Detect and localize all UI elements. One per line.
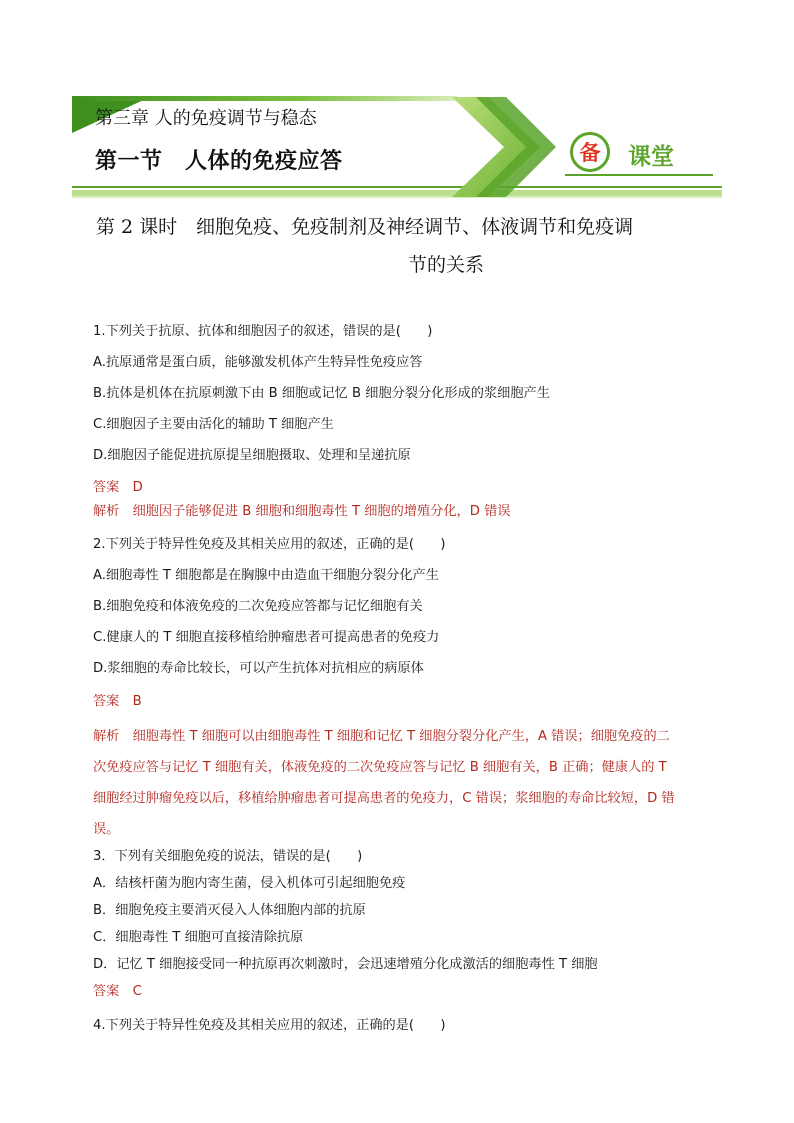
question-2-answer	[93, 690, 142, 709]
badge-label: 课堂	[628, 144, 674, 170]
question-2-analysis-line-2: 次免疫应答与记忆 T 细胞有关，体液免疫的二次免疫应答与记忆 B 细胞有关，B 正确；健康人的 T	[93, 760, 667, 775]
answer-value: B	[132, 694, 142, 709]
question-3-answer	[93, 980, 142, 999]
analysis-label: 解析	[93, 504, 120, 519]
analysis-text: 细胞因子能够促进 B 细胞和细胞毒性 T 细胞的增殖分化，D 错误	[132, 504, 511, 519]
question-2-option-b: B.细胞免疫和体液免疫的二次免疫应答都与记忆细胞有关	[93, 599, 423, 614]
analysis-label: 解析	[93, 729, 120, 744]
question-4-stem: 4.下列关于特异性免疫及其相关应用的叙述，正确的是( )	[93, 1018, 446, 1033]
question-1-analysis	[93, 500, 510, 519]
answer-label: 答案	[93, 694, 120, 709]
badge-icon: 备	[570, 132, 610, 172]
question-1-answer	[93, 476, 143, 495]
question-2-analysis-line-1	[93, 725, 670, 744]
question-1-stem: 1.下列关于抗原、抗体和细胞因子的叙述，错误的是( )	[93, 324, 433, 339]
question-2-analysis-line-4: 误。	[93, 822, 120, 837]
chapter-title: 第三章 人的免疫调节与稳态	[95, 108, 317, 129]
question-3-option-c: C．细胞毒性 T 细胞可直接清除抗原	[93, 930, 304, 945]
question-1-option-c: C.细胞因子主要由活化的辅助 T 细胞产生	[93, 417, 334, 432]
answer-value: D	[132, 480, 143, 495]
question-1-option-d: D.细胞因子能促进抗原提呈细胞摄取、处理和呈递抗原	[93, 448, 411, 463]
question-2-option-a: A.细胞毒性 T 细胞都是在胸腺中由造血干细胞分裂分化产生	[93, 568, 439, 583]
lesson-title-line-2: 节的关系	[407, 254, 484, 276]
answer-value: C	[132, 984, 142, 999]
question-3-stem: 3．下列有关细胞免疫的说法，错误的是( )	[93, 849, 363, 864]
lesson-title-line-1: 第 2 课时 细胞免疫、免疫制剂及神经调节、体液调节和免疫调	[96, 216, 634, 238]
question-3-option-b: B．细胞免疫主要消灭侵入人体细胞内部的抗原	[93, 903, 366, 918]
question-2-option-c: C.健康人的 T 细胞直接移植给肿瘤患者可提高患者的免疫力	[93, 630, 440, 645]
question-2-stem: 2.下列关于特异性免疫及其相关应用的叙述，正确的是( )	[93, 537, 446, 552]
page-header	[0, 0, 794, 210]
answer-label: 答案	[93, 480, 120, 495]
analysis-text: 细胞毒性 T 细胞可以由细胞毒性 T 细胞和记忆 T 细胞分裂分化产生，A 错误；细胞免疫的二	[132, 729, 670, 744]
section-title: 第一节 人体的免疫应答	[95, 148, 343, 174]
question-1-option-a: A.抗原通常是蛋白质，能够激发机体产生特异性免疫应答	[93, 355, 423, 370]
question-2-analysis-line-3: 细胞经过肿瘤免疫以后，移植给肿瘤患者可提高患者的免疫力，C 错误；浆细胞的寿命比较短，D 错	[93, 791, 675, 806]
question-3-option-a: A．结核杆菌为胞内寄生菌，侵入机体可引起细胞免疫	[93, 876, 406, 891]
lesson-title	[96, 208, 706, 284]
answer-label: 答案	[93, 984, 120, 999]
question-1-option-b: B.抗体是机体在抗原刺激下由 B 细胞或记忆 B 细胞分裂分化形成的浆细胞产生	[93, 386, 550, 401]
question-2-option-d: D.浆细胞的寿命比较长，可以产生抗体对抗相应的病原体	[93, 661, 424, 676]
question-3-option-d: D．记忆 T 细胞接受同一种抗原再次刺激时，会迅速增殖分化成激活的细胞毒性 T 细胞	[93, 957, 598, 972]
